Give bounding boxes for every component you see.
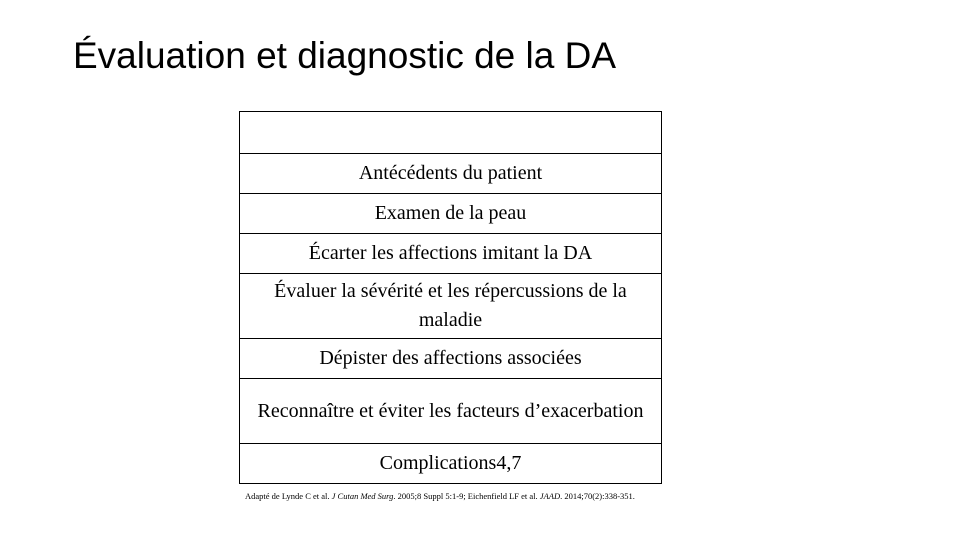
assessment-steps-table <box>239 111 662 484</box>
reference-suffix: . 2014;70(2):338-351. <box>560 491 635 501</box>
table-row-rule-out-mimics: Écarter les affections imitant la DA <box>240 233 661 273</box>
reference-journal-2: JAAD <box>539 491 561 501</box>
table-row-complications: Complications4,7 <box>240 443 661 483</box>
table-row-severity-impact: Évaluer la sévérité et les répercussions de la maladie <box>240 273 661 338</box>
reference-citation <box>245 490 635 502</box>
reference-middle: . 2005;8 Suppl 5:1-9; Eichenfield LF et al. <box>393 491 540 501</box>
table-row-patient-history: Antécédents du patient <box>240 153 661 193</box>
table-header-row <box>240 112 661 153</box>
reference-prefix: Adapté de Lynde C et al. <box>245 491 332 501</box>
table-row-triggers: Reconnaître et éviter les facteurs d’exacerbation <box>240 378 661 443</box>
reference-journal-1: J Cutan Med Surg <box>331 491 394 501</box>
table-row-skin-exam: Examen de la peau <box>240 193 661 233</box>
table-row-associated-conditions: Dépister des affections associées <box>240 338 661 378</box>
slide-title: Évaluation et diagnostic de la DA <box>73 35 617 76</box>
